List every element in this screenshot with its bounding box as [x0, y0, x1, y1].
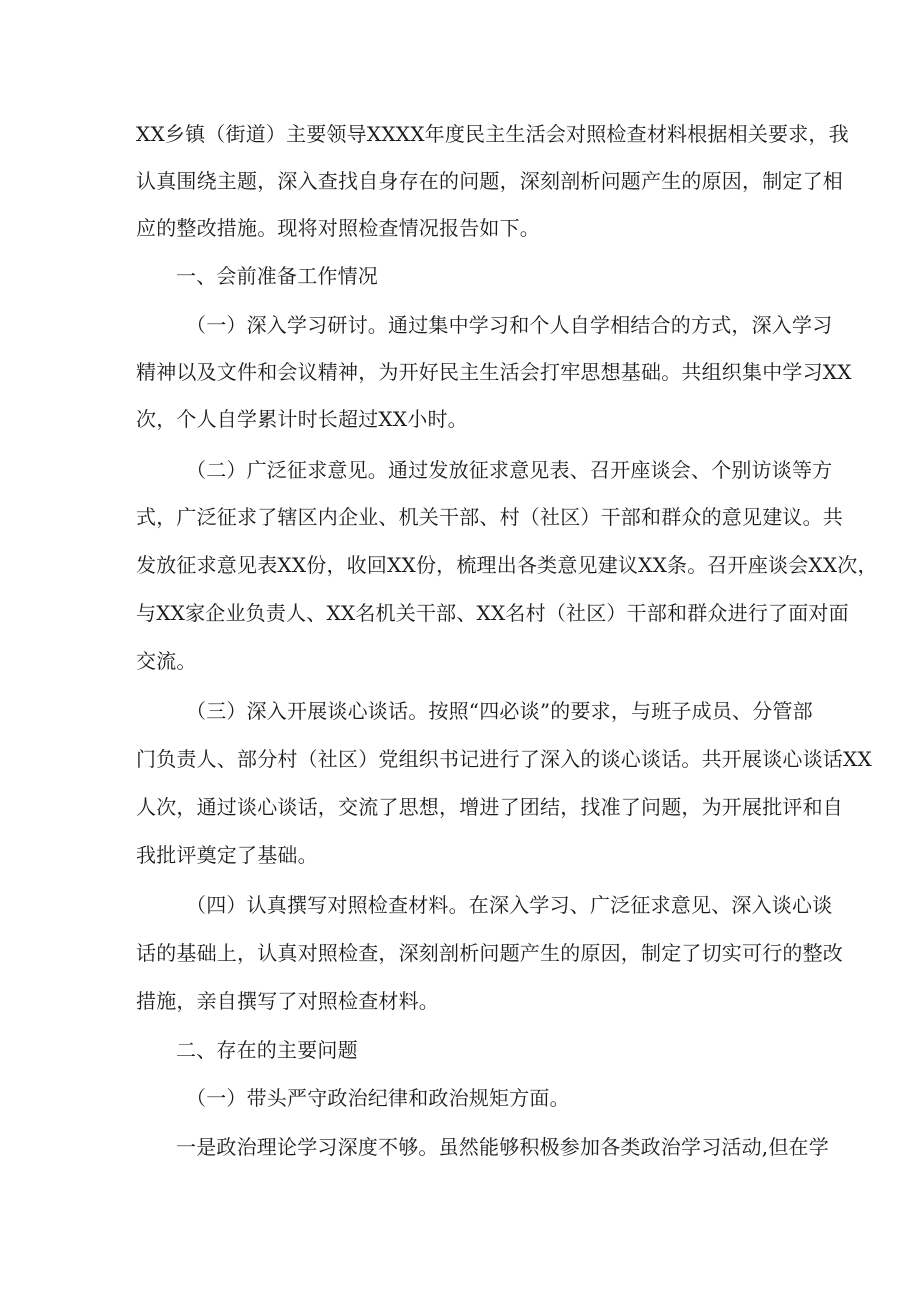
paragraph-line: 认真围绕主题，深入查找自身存在的问题，深刻剖析问题产生的原因，制定了相	[136, 169, 843, 193]
paragraph-line: 精神以及文件和会议精神，为开好民主生活会打牢思想基础。共组织集中学习XX	[136, 360, 852, 384]
paragraph-line: 交流。	[136, 649, 197, 673]
paragraph-line: 措施，亲自撰写了对照检查材料。	[136, 989, 439, 1013]
paragraph-line: 发放征求意见表XX份，收回XX份，梳理出各类意见建议XX条。召开座谈会XX次，	[136, 553, 878, 577]
paragraph-line: （三）深入开展谈心谈话。按照“四必谈”的要求，与班子成员、分管部	[186, 699, 813, 723]
section-heading: 二、存在的主要问题	[176, 1038, 358, 1062]
paragraph-line: 与XX家企业负责人、XX名机关干部、XX名村（社区）干部和群众进行了面对面	[136, 601, 849, 625]
paragraph-line: （一）深入学习研讨。通过集中学习和个人自学相结合的方式，深入学习	[186, 313, 833, 337]
paragraph-line: （四）认真撰写对照检查材料。在深入学习、广泛征求意见、深入谈心谈	[186, 893, 833, 917]
paragraph-line: 门负责人、部分村（社区）党组织书记进行了深入的谈心谈话。共开展谈心谈话XX	[136, 747, 872, 771]
paragraph-line: 人次，通过谈心谈话，交流了思想，增进了团结，找准了问题，为开展批评和自	[136, 795, 843, 819]
paragraph-line: XX乡镇（街道）主要领导XXXX年度民主生活会对照检查材料根据相关要求，我	[136, 122, 849, 146]
paragraph-line: 应的整改措施。现将对照检查情况报告如下。	[136, 216, 540, 240]
paragraph-line: （二）广泛征求意见。通过发放征求意见表、召开座谈会、个别访谈等方	[186, 458, 833, 482]
paragraph-line: 一是政治理论学习深度不够。虽然能够积极参加各类政治学习活动,但在学	[176, 1135, 829, 1159]
paragraph-line: 次，个人自学累计时长超过XX小时。	[136, 407, 468, 431]
paragraph-line: 话的基础上，认真对照检查，深刻剖析问题产生的原因，制定了切实可行的整改	[136, 941, 843, 965]
section-heading: 一、会前准备工作情况	[176, 264, 378, 288]
subsection-heading: （一）带头严守政治纪律和政治规矩方面。	[186, 1086, 570, 1110]
paragraph-line: 式，广泛征求了辖区内企业、机关干部、村（社区）干部和群众的意见建议。共	[136, 505, 843, 529]
paragraph-line: 我批评奠定了基础。	[136, 843, 318, 867]
